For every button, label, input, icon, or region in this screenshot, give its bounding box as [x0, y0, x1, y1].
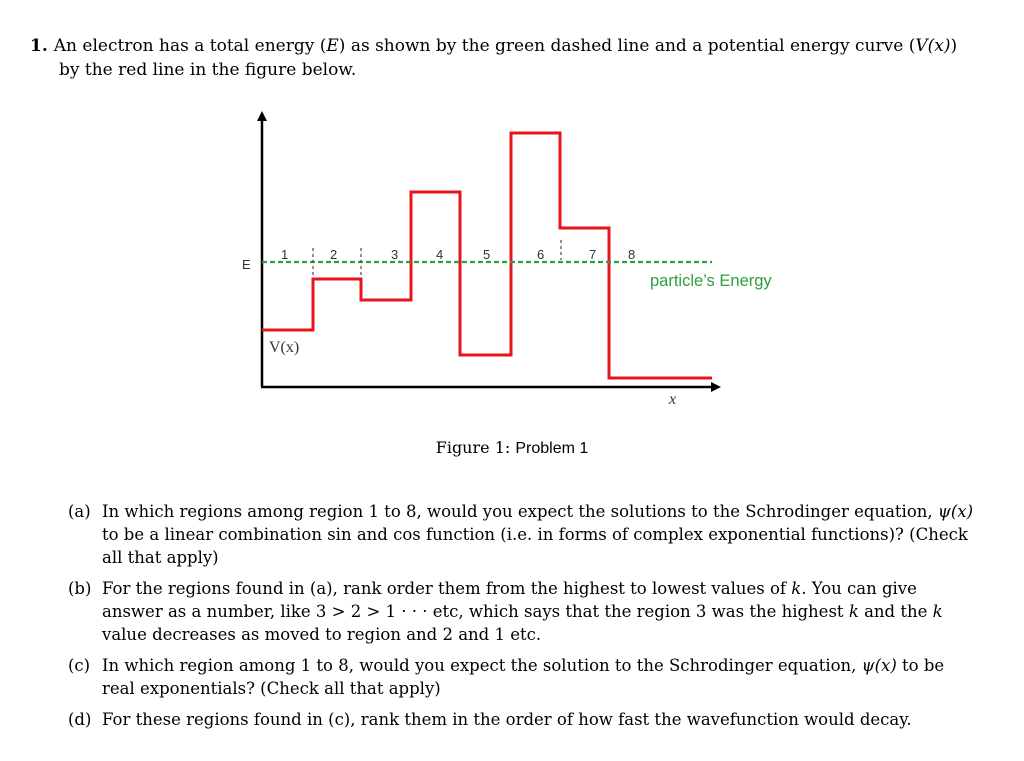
x-axis-label: x: [669, 391, 677, 408]
question-item: [68, 577, 978, 646]
question-text-part: to be real exponentials? (Check all that apply): [102, 656, 945, 698]
question-text-part: value decreases as moved to region and 2 and 1 etc.: [102, 625, 542, 644]
figure-caption: [0, 438, 1024, 458]
question-label: (c): [68, 656, 91, 675]
region-label: 4: [436, 247, 444, 262]
region-label: 2: [330, 247, 338, 262]
region-label: 1: [281, 247, 289, 262]
potential-label: V(x): [269, 339, 300, 356]
energy-symbol: E: [326, 36, 339, 56]
question-text-part: and the: [864, 602, 928, 621]
question-text: [102, 577, 978, 646]
math-symbol: k: [932, 602, 943, 621]
question-label: (a): [68, 502, 91, 521]
intro-text-c: ): [950, 36, 958, 56]
math-symbol: k: [791, 579, 802, 598]
math-symbol: ψ(x): [861, 656, 897, 675]
intro-text-b: ) as shown by the green dashed line and a potential energy curve (: [338, 36, 916, 56]
region-label: 8: [628, 247, 636, 262]
intro-line-2: by the red line in the figure below.: [59, 60, 357, 80]
math-symbol: k: [848, 602, 859, 621]
question-text-part: In which regions among region 1 to 8, would you expect the solutions to the Schrodinger equation,: [102, 502, 933, 521]
region-label: 7: [589, 247, 597, 262]
question-item: [68, 708, 978, 731]
question-text: [102, 654, 978, 700]
question-label: (d): [68, 710, 92, 729]
intro-text-a: An electron has a total energy (: [53, 36, 327, 56]
region-labels: [281, 247, 635, 262]
particle-energy-label: particle’s Energy: [650, 272, 772, 290]
question-text: [102, 500, 978, 569]
math-symbol: ψ(x): [937, 502, 974, 521]
question-text-part: For the regions found in (a), rank order them from the highest to lowest values of: [102, 579, 787, 598]
question-text-part: . You can give answer as a number, like 3 > 2 > 1 · · · etc, which says that the region 3 was the highest: [102, 579, 917, 621]
potential-symbol: V(x): [915, 36, 951, 56]
question-text-part: to be a linear combination sin and cos function (i.e. in forms of complex exponential functions)? (Check all that apply): [102, 525, 968, 567]
region-label: 5: [483, 247, 491, 262]
caption-prefix: Figure 1:: [435, 438, 511, 457]
caption-text: Problem 1: [515, 440, 589, 457]
question-text-part: In which region among 1 to 8, would you expect the solution to the Schrodinger equation,: [102, 656, 857, 675]
region-label: 6: [537, 247, 545, 262]
question-item: [68, 654, 978, 700]
region-label: 3: [391, 247, 399, 262]
question-text: [102, 708, 978, 731]
question-item: [68, 500, 978, 569]
question-list: [68, 500, 978, 739]
problem-number: 1.: [30, 36, 48, 56]
energy-axis-label: E: [242, 257, 251, 272]
question-text-part: For these regions found in (c), rank them in the order of how fast the wavefunction would decay.: [102, 710, 912, 729]
question-label: (b): [68, 579, 92, 598]
